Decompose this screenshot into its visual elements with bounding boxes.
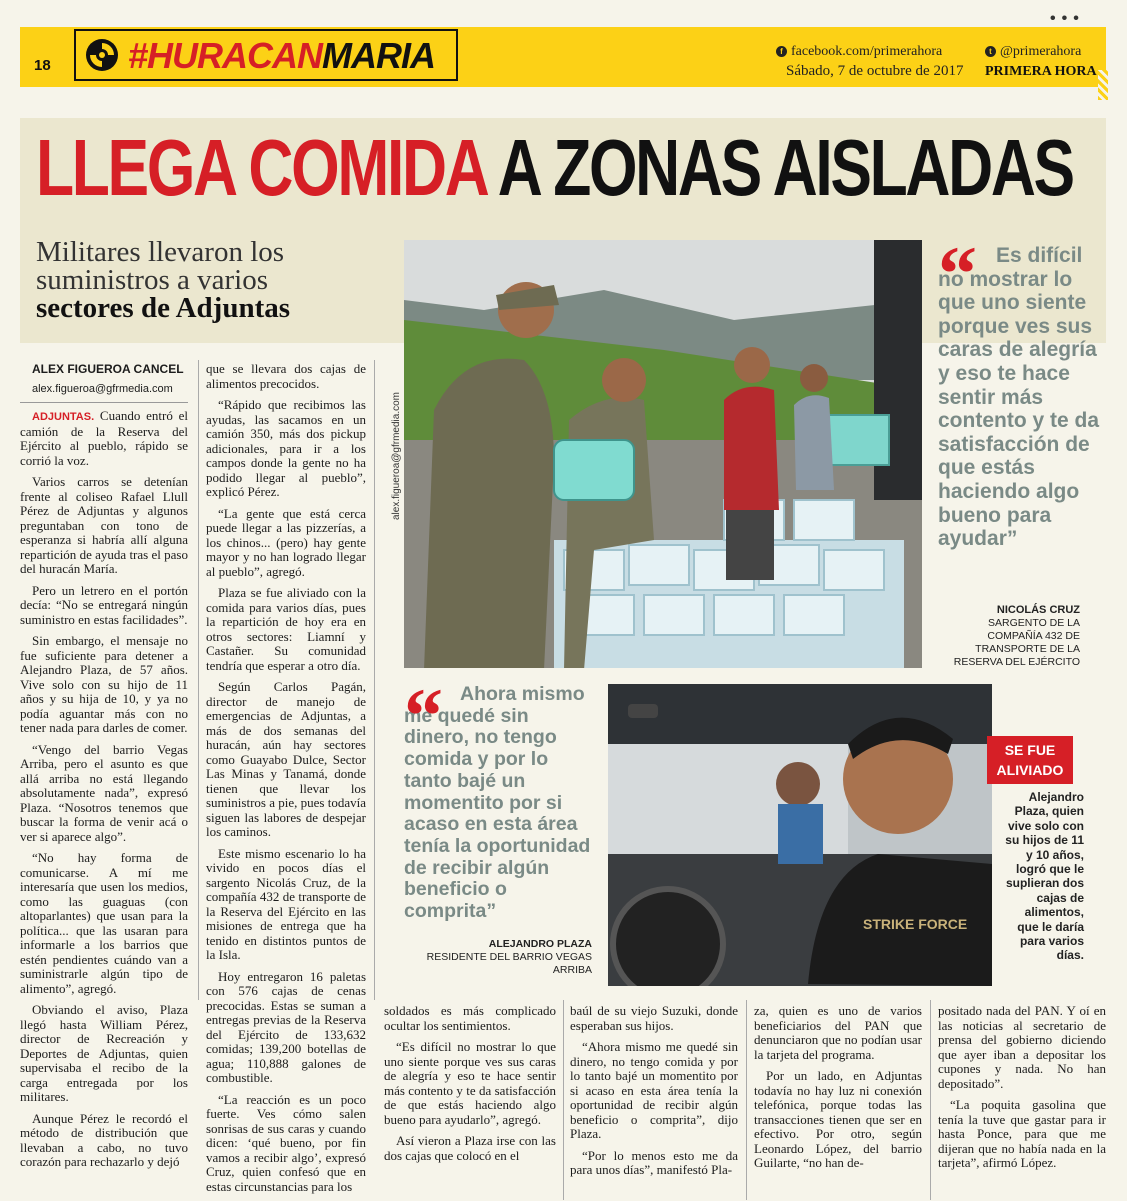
paragraph: “Vengo del barrio Vegas Arriba, pero el asunto es que allá arriba no está llegando absolutamente nada”, expresó Plaza. “Nosotros tenemos que buscar la forma de venir acá o ver si aparece algo”.	[20, 741, 188, 844]
article-column-1: ALEX FIGUEROA CANCEL alex.figueroa@gfrmedia.com ADJUNTAS. Cuando entró el camión de la Reserva del Ejército al pueblo, rápido se corrió la voz. Varios carros se detenían frente al coliseo Rafael Llull Pérez de Adjuntas y algunos preguntaban con tono de esperanza si habría allí alguna repartición de ayuda tras el paso del huracán María. Pero un letrero en el portón decía: “No se entregará ningún suministro en estas facilidades”. Sin embargo, el mensaje no fue suficiente para detener a Alejandro Plaza, de 57 años. Vive solo con su hijo de 11 años y su hija de 10, y ya no podía aguantar más con no tener nada para darles de comer. “Vengo del barrio Vegas Arriba, pero el asunto es que allá arriba no está llegando absolutamente nada”, expresó Plaza. “Nosotros tenemos que buscar la forma de venir acá o ver si aparece algo”. “No hay forma de comunicarse. A mí me interesaría que usen los medios, como las guaguas (con altoparlantes) que usan para la política... que las usaran para informarle a los barrios que estén pendientes cuándo van a suministrarle algún tipo de alimento”, agregó. Obviando el aviso, Plaza llegó hasta William Pérez, director de Recreación y Deportes de Adjuntas, quien supervisaba el recibo de la carga entregada por los militares. Aunque Pérez le recordó el método de distribución que llevaban a cabo, no tuvo corazón para rechazarlo y dejó	[20, 362, 188, 1169]
decorative-stripe	[1098, 70, 1108, 100]
dateline: ADJUNTAS.	[32, 411, 95, 423]
paragraph: “Rápido que recibimos las ayudas, las sacamos en un camión 350, más dos pickup adicionales, para ir a los campos donde la gente no ha podido llegar al pueblo”, explicó Pérez.	[206, 397, 366, 499]
subheadline: Militares llevaron los suministros a varios sectores de Adjuntas	[36, 236, 291, 324]
paragraph: “La reacción es un poco fuerte. Ves cómo salen sonrisas de sus caras y cuando dicen: ‘qué bueno, por fin vamos a recibir algo’, expresó Cruz, quien confesó que en estas circunstancias para los	[206, 1091, 366, 1194]
paragraph: “Es difícil no mostrar lo que uno siente porque ves sus caras de alegría y eso te hace sentir más contento y te da satisfacción de que estás haciendo algo bueno para ayudarlo”, agregó.	[384, 1039, 556, 1127]
paragraph: “No hay forma de comunicarse. A mí me interesaría que usen los medios, como las guaguas (con altoparlantes) que usan para la política... que las usaran para informarle a los barrios que estén pendientes cuándo van a suministrarle algún tipo de alimento”, agregó.	[20, 850, 188, 996]
page-number: 18	[34, 57, 51, 74]
paragraph: Pero un letrero en el portón decía: “No se entregará ningún suministro en estas facilidades”.	[20, 582, 188, 627]
paragraph: Por un lado, en Adjuntas todavía no hay luz ni conexión telefónica, porque todas las transacciones tienen que ser en efectivo. Por otro, según Leonardo López, del barrio Guilarte, “no han de-	[754, 1068, 922, 1170]
pull-quote-text: Ahora mismo me quedé sin dinero, no tengo comida y por lo tanto bajé un momentito por si acaso en esta área tenía la oportunidad de recibir algún beneficio o comprita”	[404, 683, 591, 923]
section-tag	[74, 29, 458, 81]
paragraph: soldados es más complicado ocultar los sentimientos.	[384, 1003, 556, 1033]
issue-date: Sábado, 7 de octubre de 2017	[786, 63, 964, 79]
article-column-5	[754, 1004, 922, 1178]
paragraph: que se llevara dos cajas de alimentos precocidos.	[206, 361, 366, 391]
paragraph: “La poquita gasolina que tenía la tuve que gastar para ir hasta Ponce, para que me dijeran que no había nada en la tarjeta”, afirmó López.	[938, 1097, 1106, 1170]
facebook-icon: f	[776, 46, 787, 57]
paragraph: “Ahora mismo me quedé sin dinero, no tengo comida y por lo tanto bajé un momentito por si acaso en esta área tenía la oportunidad de recibir algún beneficio o comprita”, dijo Plaza.	[570, 1039, 738, 1141]
article-column-4	[570, 1004, 738, 1185]
pull-quote-text: Es difícil no mostrar lo que uno siente porque ves sus caras de alegría y eso te hace sentir más contento y te da satisfacción de que estás haciendo algo bueno para ayudar”	[938, 244, 1100, 551]
article-column-2	[206, 362, 366, 1201]
byline-author: ALEX FIGUEROA CANCEL	[32, 362, 184, 376]
pull-quote-attribution: ALEJANDRO PLAZA RESIDENTE DEL BARRIO VEGAS ARRIBA	[426, 938, 592, 976]
paragraph: Sin embargo, el mensaje no fue suficiente para detener a Alejandro Plaza, de 57 años. Vive solo con su hijo de 11 años y su hija de 10, y ya no podía aguantar más con no tener nada para darles de comer.	[20, 633, 188, 735]
paragraph: “Por lo menos esto me da para unos días”, manifestó Pla-	[570, 1147, 738, 1177]
paragraph: Este mismo escenario lo ha vivido en pocos días el sargento Nicolás Cruz, de la compañía 432 de transporte de la Reserva del Ejército en las misiones de entrega que ha tenido en distintos puntos de la Isla.	[206, 845, 366, 962]
hashtag: #HURACANMARIA	[128, 35, 435, 76]
twitter-icon: t	[985, 46, 996, 57]
column-divider	[746, 1000, 747, 1200]
facebook-link[interactable]: f facebook.com/primerahora	[776, 44, 942, 60]
article-column-6	[938, 1004, 1106, 1178]
quote-mark-icon: “	[404, 672, 435, 759]
photo-credit: alex.figueroa@gfrmedia.com	[391, 392, 402, 520]
column-divider	[563, 1000, 564, 1200]
column-divider	[198, 360, 199, 1000]
article-column-3	[384, 1004, 556, 1170]
pull-quote-cruz	[938, 230, 1106, 551]
paragraph: Aunque Pérez le recordó el método de distribución que llevaban a cabo, no tuvo corazón para rechazarlo y dejó	[20, 1110, 188, 1169]
paragraph: Según Carlos Pagán, director de manejo de emergencias de Adjuntas, a más de dos semanas del huracán, aún hay sectores como Guayabo Dulce, Sector Las Minas y Tanamá, donde tienen que llevar los suministros a pie, pues todavía siguen las labores de despejar los caminos.	[206, 679, 366, 839]
man-in-car-photo	[608, 684, 992, 986]
photo-label: SE FUE ALIVIADO	[987, 736, 1073, 784]
paragraph: “La gente que está cerca puede llegar a las pizzerías, a los chinos... (pero) hay gente mayor y no han logrado llegar al pueblo”, agregó.	[206, 505, 366, 579]
hurricane-icon	[84, 37, 120, 73]
paragraph: Hoy entregaron 16 paletas con 576 cajas de cenas precocidas. Estas se suman a entregas previas de la Reserva del Ejército de 133,632 comidas; 139,200 botellas de agua; 110,888 galones de combustible.	[206, 968, 366, 1085]
svg-text:STRIKE FORCE: STRIKE FORCE	[863, 916, 968, 932]
byline-email[interactable]: alex.figueroa@gfrmedia.com	[32, 383, 173, 395]
paragraph: za, quien es uno de varios beneficiarios del PAN que denunciaron que no podían usar la tarjeta del programa.	[754, 1003, 922, 1062]
more-options-icon[interactable]: •••	[1050, 10, 1085, 27]
column-divider	[930, 1000, 931, 1200]
pull-quote-plaza	[404, 672, 596, 923]
twitter-link[interactable]: t @primerahora	[985, 44, 1081, 60]
newspaper-brand: PRIMERA HORA	[985, 64, 1097, 79]
headline: LLEGA COMIDA A ZONAS AISLADAS	[36, 123, 1073, 212]
paragraph: Varios carros se detenían frente al coliseo Rafael Llull Pérez de Adjuntas y algunos preguntaban con tono de esperanza si habría allí alguna repartición de ayuda tras el paso del huracán María.	[20, 474, 188, 576]
photo-caption: Alejandro Plaza, quien vive solo con su hijos de 11 y 10 años, logró que le suplieran dos cajas de alimentos, que le daría para varios días.	[1005, 790, 1084, 963]
soldiers-unloading-photo	[404, 240, 922, 668]
paragraph: Plaza se fue aliviado con la comida para varios días, pues la repartición de hoy era en otros sectores: Liamní y Castañer. Su comunidad tendría que esperar a otro día.	[206, 585, 366, 673]
paragraph: Así vieron a Plaza irse con las dos cajas que colocó en el	[384, 1133, 556, 1163]
paragraph: positado nada del PAN. Y oí en las noticias al secretario de prensa del gobierno diciendo que ayer iban a depositar los cupones y nada. No han depositado”.	[938, 1003, 1106, 1091]
paragraph: baúl de su viejo Suzuki, donde esperaban sus hijos.	[570, 1003, 738, 1033]
quote-mark-icon: “	[938, 230, 969, 317]
column-divider	[374, 360, 375, 1000]
paragraph: Obviando el aviso, Plaza llegó hasta William Pérez, director de Recreación y Deportes de Adjuntas, quien supervisaba el recibo de la carga entregada por los militares.	[20, 1002, 188, 1104]
pull-quote-attribution: NICOLÁS CRUZ SARGENTO DE LA COMPAÑÍA 432 DE TRANSPORTE DE LA RESERVA DEL EJÉRCITO	[953, 604, 1080, 668]
